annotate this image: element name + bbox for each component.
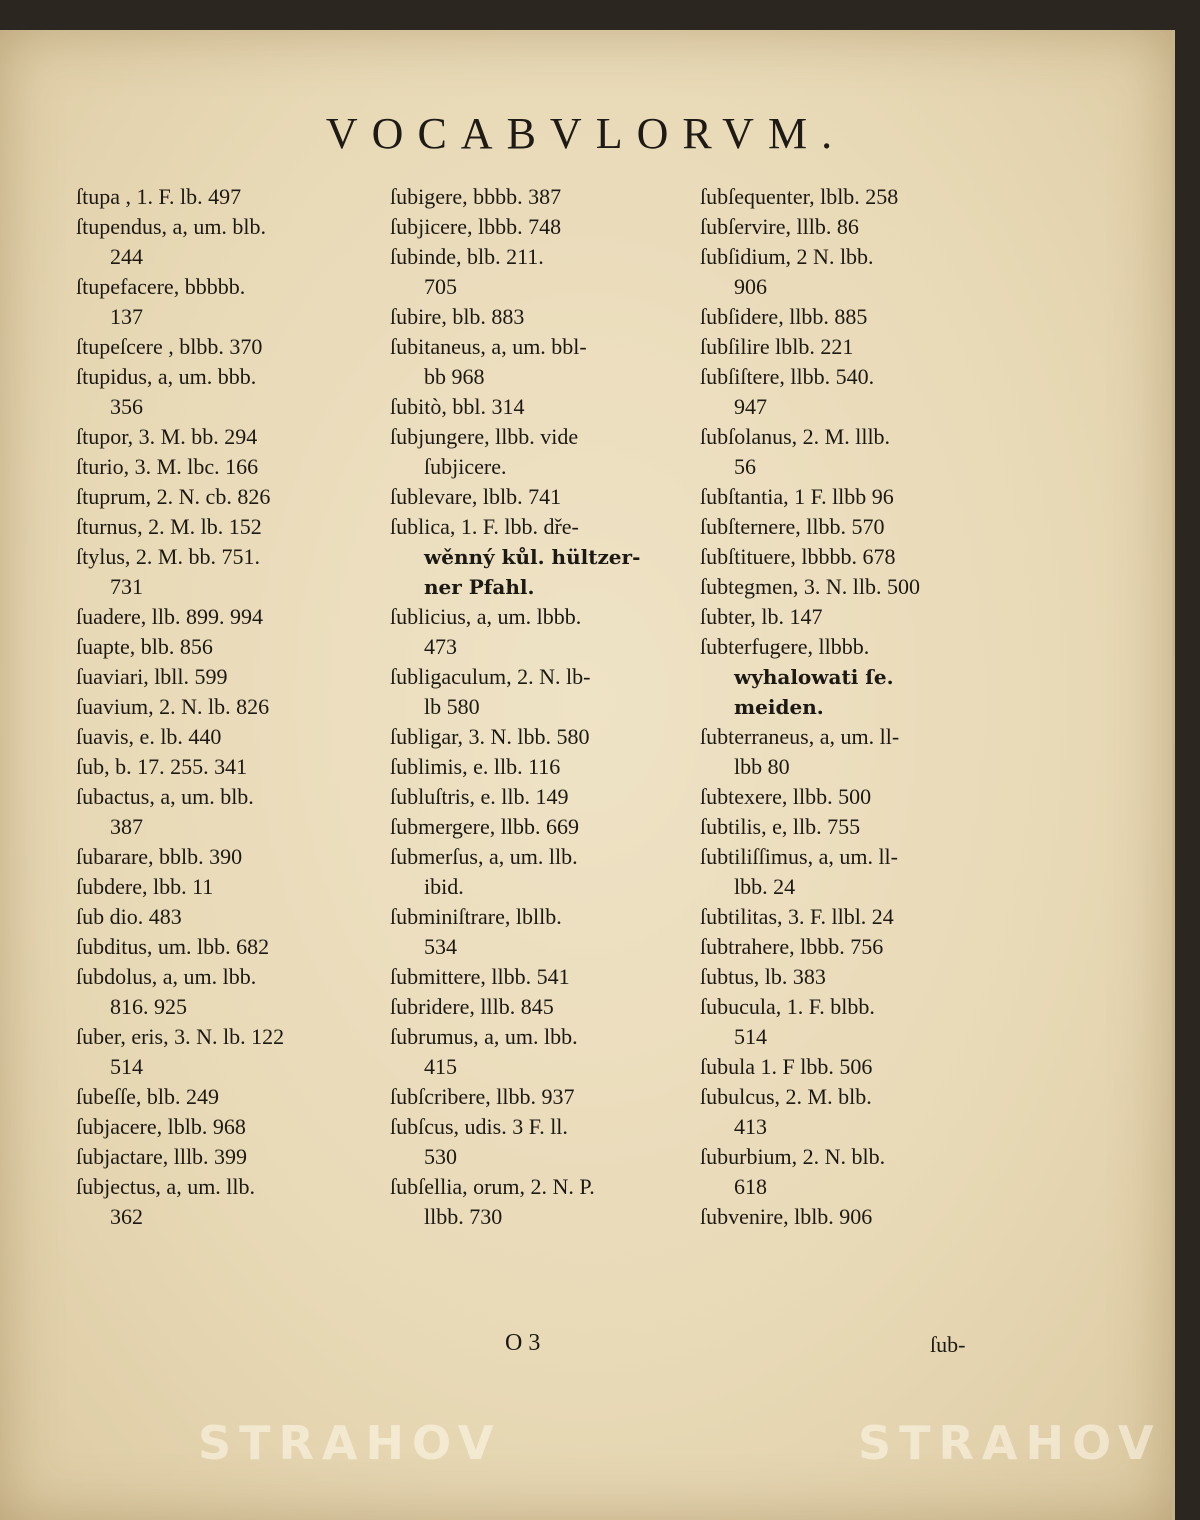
entry-line: ſuber, eris, 3. N. lb. 122 (76, 1024, 285, 1049)
entry-line: ſubditus, um. lbb. 682 (76, 934, 270, 959)
entry-line: 137 (110, 304, 143, 329)
entry-line: ſubarare, bblb. 390 (76, 844, 243, 869)
entry-line: 906 (734, 274, 767, 299)
entry-line: ſubtrahere, lbbb. 756 (700, 934, 884, 959)
entry-line: ſublicius, a, um. lbbb. (390, 604, 582, 629)
entry-line: ſubjacere, lblb. 968 (76, 1114, 246, 1139)
entry-line: ſubſidere, llbb. 885 (700, 304, 868, 329)
entry-line: ſubtiliſſimus, a, um. ll- (700, 844, 898, 869)
entry-line: 816. 925 (110, 994, 187, 1019)
entry-line: wěnný kůl. hültzer- (424, 545, 641, 569)
entry-line: ſubinde, blb. 211. (390, 244, 544, 269)
entry-line: ſuburbium, 2. N. blb. (700, 1144, 886, 1169)
entry-line: ſubdere, lbb. 11 (76, 874, 214, 899)
column-2 (390, 182, 682, 1232)
entry-line: ſubſtantia, 1 F. llbb 96 (700, 484, 894, 509)
book-page (0, 30, 1175, 1520)
entry-line: lb 580 (424, 694, 480, 719)
entry-line: 514 (110, 1054, 143, 1079)
entry-line: 705 (424, 274, 457, 299)
entry-line: ſuavis, e. lb. 440 (76, 724, 222, 749)
entry-line: ſuaviari, lbll. 599 (76, 664, 228, 689)
entry-line: 387 (110, 814, 143, 839)
entry-line: 362 (110, 1204, 143, 1229)
page-header: VOCABVLORVM. (325, 109, 847, 158)
entry-line: ſubtilis, e, llb. 755 (700, 814, 861, 839)
entry-line: ſubitaneus, a, um. bbl- (390, 334, 587, 359)
entry-line: ſubtexere, llbb. 500 (700, 784, 872, 809)
entry-line: ſubridere, lllb. 845 (390, 994, 554, 1019)
entry-line: lbb 80 (734, 754, 790, 779)
entry-line: ſubdolus, a, um. lbb. (76, 964, 257, 989)
entry-line: ſturnus, 2. M. lb. 152 (76, 514, 262, 539)
column-1 (76, 182, 368, 1232)
entry-line: ſtuprum, 2. N. cb. 826 (76, 484, 271, 509)
entry-line: ſubire, blb. 883 (390, 304, 525, 329)
watermark-right: STRAHOV (858, 1416, 1162, 1470)
entry-line: ner Pfahl. (424, 575, 535, 599)
catchword: ſub- (930, 1332, 966, 1357)
entry-line: ſtupidus, a, um. bbb. (76, 364, 257, 389)
entry-line: ſubmerſus, a, um. llb. (390, 844, 578, 869)
entry-line: ſubſervire, lllb. 86 (700, 214, 859, 239)
entry-line: ſubucula, 1. F. blbb. (700, 994, 875, 1019)
entry-line: meiden. (734, 695, 824, 719)
entry-line: 947 (734, 394, 767, 419)
entry-line: ſuavium, 2. N. lb. 826 (76, 694, 270, 719)
entry-line: ſubtilitas, 3. F. llbl. 24 (700, 904, 894, 929)
entry-line: ſturio, 3. M. lbc. 166 (76, 454, 259, 479)
entry-line: ſub, b. 17. 255. 341 (76, 754, 248, 779)
entry-line: 56 (734, 454, 756, 479)
entry-line: ſubjicere, lbbb. 748 (390, 214, 562, 239)
entry-line: ſubigere, bbbb. 387 (390, 184, 562, 209)
entry-line: ſubtegmen, 3. N. llb. 500 (700, 574, 920, 599)
entry-line: lbb. 24 (734, 874, 796, 899)
entry-line: 731 (110, 574, 143, 599)
entry-line: 356 (110, 394, 143, 419)
entry-line: ſubter, lb. 147 (700, 604, 823, 629)
entry-line: ſuapte, blb. 856 (76, 634, 213, 659)
entry-line: llbb. 730 (424, 1204, 503, 1229)
entry-line: ſubterraneus, a, um. ll- (700, 724, 900, 749)
entry-line: ſtupeſcere , blbb. 370 (76, 334, 263, 359)
entry-line: ſtupor, 3. M. bb. 294 (76, 424, 258, 449)
entry-line: ſtupefacere, bbbbb. (76, 274, 246, 299)
entry-line: ſubſiſtere, llbb. 540. (700, 364, 875, 389)
entry-line: 618 (734, 1174, 767, 1199)
entry-line: ſubjicere. (424, 454, 507, 479)
entry-line: ſubſolanus, 2. M. lllb. (700, 424, 891, 449)
entry-line: ſubtus, lb. 383 (700, 964, 826, 989)
entry-line: ſublevare, lblb. 741 (390, 484, 562, 509)
entry-line: ſub dio. 483 (76, 904, 182, 929)
entry-line: ſubligar, 3. N. lbb. 580 (390, 724, 590, 749)
entry-line: ſubitò, bbl. 314 (390, 394, 525, 419)
entry-line: ſubligaculum, 2. N. lb- (390, 664, 591, 689)
entry-line: ſubjungere, llbb. vide (390, 424, 579, 449)
entry-line: 514 (734, 1024, 767, 1049)
entry-line: ſubjectus, a, um. llb. (76, 1174, 256, 1199)
entry-line: ſubſidium, 2 N. lbb. (700, 244, 874, 269)
signature-mark: O 3 (505, 1330, 541, 1356)
entry-line: ſubmittere, llbb. 541 (390, 964, 570, 989)
column-3 (700, 182, 992, 1232)
entry-line: ſubſequenter, lblb. 258 (700, 184, 899, 209)
entry-line: ſubminiſtrare, lbllb. (390, 904, 562, 929)
entry-line: 534 (424, 934, 457, 959)
entry-line: 530 (424, 1144, 457, 1169)
entry-line: wyhalowati ſe. (734, 665, 894, 689)
entry-line: ſublimis, e. llb. 116 (390, 754, 561, 779)
entry-line: ſubluſtris, e. llb. 149 (390, 784, 569, 809)
entry-line: ſubſellia, orum, 2. N. P. (390, 1174, 595, 1199)
entry-line: ſubeſſe, blb. 249 (76, 1084, 219, 1109)
entry-line: ibid. (424, 874, 464, 899)
entry-line: bb 968 (424, 364, 485, 389)
watermark-left: STRAHOV (198, 1416, 502, 1470)
entry-line: 473 (424, 634, 457, 659)
entry-line: 415 (424, 1054, 457, 1079)
entry-line: ſubrumus, a, um. lbb. (390, 1024, 578, 1049)
entry-line: ſubulcus, 2. M. blb. (700, 1084, 872, 1109)
entry-line: ſubterfugere, llbbb. (700, 634, 870, 659)
entry-line: ſubſilire lblb. 221 (700, 334, 854, 359)
entry-line: ſuadere, llb. 899. 994 (76, 604, 263, 629)
entry-line: ſtylus, 2. M. bb. 751. (76, 544, 260, 569)
entry-line: ſubula 1. F lbb. 506 (700, 1054, 873, 1079)
entry-line: 413 (734, 1114, 767, 1139)
entry-line: ſubvenire, lblb. 906 (700, 1204, 873, 1229)
entry-line: ſtupa , 1. F. lb. 497 (76, 184, 242, 209)
entry-line: ſubactus, a, um. blb. (76, 784, 254, 809)
entry-line: 244 (110, 244, 143, 269)
entry-line: ſtupendus, a, um. blb. (76, 214, 267, 239)
entry-line: ſubmergere, llbb. 669 (390, 814, 579, 839)
entry-line: ſubſtituere, lbbbb. 678 (700, 544, 896, 569)
entry-line: ſubjactare, lllb. 399 (76, 1144, 248, 1169)
entry-line: ſubſcus, udis. 3 F. ll. (390, 1114, 568, 1139)
entry-line: ſublica, 1. F. lbb. dře- (390, 514, 579, 539)
entry-line: ſubſternere, llbb. 570 (700, 514, 885, 539)
entry-line: ſubſcribere, llbb. 937 (390, 1084, 575, 1109)
